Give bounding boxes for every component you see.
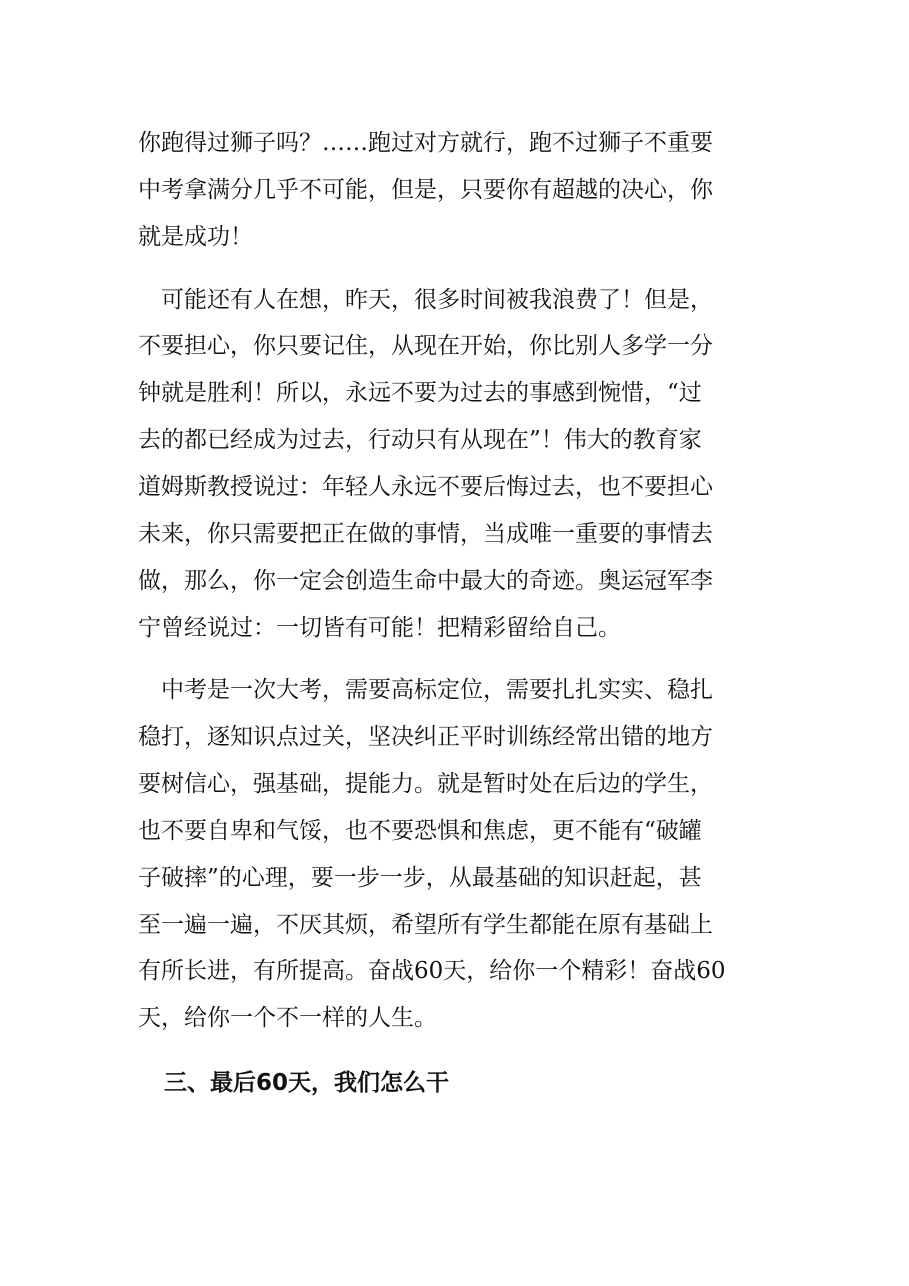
- paragraph-3-line-6: 至一遍一遍，不厌其烦，希望所有学生都能在原有基础上: [138, 912, 713, 938]
- paragraph-3-line-7: 有所长进，有所提高。奋战60天，给你一个精彩！奋战60: [138, 958, 726, 984]
- paragraph-1-line-3: 就是成功！: [138, 224, 253, 250]
- paragraph-2-line-1: 可能还有人在想，昨天，很多时间被我浪费了！但是，: [138, 287, 713, 313]
- paragraph-3-line-8: 天，给你一个不一样的人生。: [138, 1005, 437, 1031]
- paragraph-2-line-4: 去的都已经成为过去，行动只有从现在”！伟大的教育家: [138, 427, 702, 453]
- section-heading: 三、最后60天，我们怎么干: [164, 1070, 450, 1096]
- paragraph-3-line-3: 要树信心，强基础，提能力。就是暂时处在后边的学生，: [138, 771, 713, 797]
- paragraph-3-line-1: 中考是一次大考，需要高标定位，需要扎扎实实、稳扎: [138, 677, 713, 703]
- paragraph-3-line-4: 也不要自卑和气馁，也不要恐惧和焦虑，更不能有“破罐: [138, 818, 702, 844]
- paragraph-2-line-8: 宁曾经说过：一切皆有可能！把精彩留给自己。: [138, 615, 621, 641]
- paragraph-3-line-5: 子破摔”的心理，要一步一步，从最基础的知识赶起，甚: [138, 865, 702, 891]
- paragraph-2-line-2: 不要担心，你只要记住，从现在开始，你比别人多学一分: [138, 333, 713, 359]
- paragraph-1-line-2: 中考拿满分几乎不可能，但是，只要你有超越的决心，你: [138, 177, 713, 203]
- paragraph-2-line-6: 未来，你只需要把正在做的事情，当成唯一重要的事情去: [138, 521, 713, 547]
- paragraph-2-line-7: 做，那么，你一定会创造生命中最大的奇迹。奥运冠军李: [138, 568, 713, 594]
- paragraph-2-line-3: 钟就是胜利！所以，永远不要为过去的事感到惋惜，“过: [138, 380, 702, 406]
- paragraph-2-line-5: 道姆斯教授说过：年轻人永远不要后悔过去，也不要担心: [138, 474, 713, 500]
- paragraph-1-line-1: 你跑得过狮子吗？……跑过对方就行，跑不过狮子不重要: [138, 130, 713, 156]
- paragraph-3-line-2: 稳打，逐知识点过关，坚决纠正平时训练经常出错的地方: [138, 724, 713, 750]
